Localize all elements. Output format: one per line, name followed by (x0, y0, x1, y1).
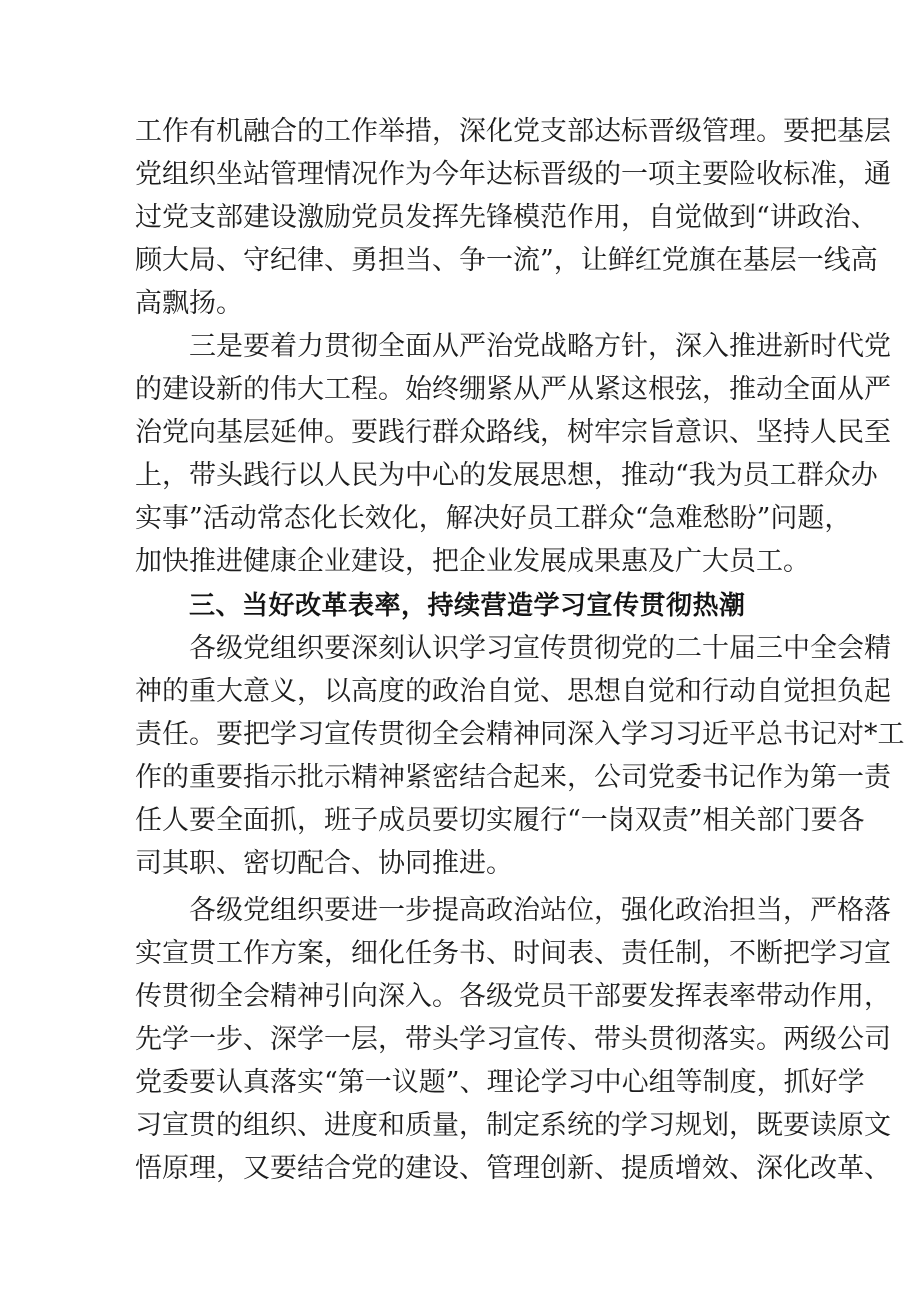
para4-line-1: 各级党组织要进一步提高政治站位，强化政治担当，严格落 (189, 895, 891, 926)
para2-line-3: 治党向基层延伸。要践行群众路线，树牢宗旨意识、坚持人民至 (135, 417, 891, 448)
para4-line-5: 党委要认真落实“第一议题”、理论学习中心组等制度，抓好学 (135, 1067, 865, 1098)
para4-line-2: 实宣贯工作方案，细化任务书、时间表、责任制，不断把学习宣 (135, 938, 891, 969)
para1-line-4: 顾大局、守纪律、勇担当、争一流”，让鲜红党旗在基层一线高 (135, 245, 878, 276)
para3-line-1: 各级党组织要深刻认识学习宣传贯彻党的二十届三中全会精 (189, 633, 891, 664)
para3-line-3: 责任。要把学习宣传贯彻全会精神同深入学习习近平总书记对*工 (135, 719, 905, 750)
para2-line-1: 三是要着力贯彻全面从严治党战略方针，深入推进新时代党 (189, 331, 891, 362)
para3-line-2: 神的重大意义，以高度的政治自觉、思想自觉和行动自觉担负起 (135, 676, 891, 707)
para2-line-6: 加快推进健康企业建设，把企业发展成果惠及广大员工。 (135, 546, 810, 577)
para1-line-3: 过党支部建设激励党员发挥先锋模范作用，自觉做到“讲政治、 (135, 202, 878, 233)
para3-line-4: 作的重要指示批示精神紧密结合起来，公司党委书记作为第一责 (135, 762, 891, 793)
para1-line-1: 工作有机融合的工作举措，深化党支部达标晋级管理。要把基层 (135, 116, 891, 147)
para4-line-7: 悟原理，又要结合党的建设、管理创新、提质增效、深化改革、 (135, 1153, 891, 1184)
para4-line-4: 先学一步、深学一层，带头学习宣传、带头贯彻落实。两级公司 (135, 1024, 891, 1055)
para2-line-5: 实事”活动常态化长效化，解决好员工群众“急难愁盼”问题， (135, 503, 852, 534)
para3-line-6: 司其职、密切配合、协同推进。 (135, 848, 513, 879)
para1-line-2: 党组织坐站管理情况作为今年达标晋级的一项主要险收标准，通 (135, 159, 891, 190)
para1-line-5: 高飘扬。 (135, 288, 243, 319)
para2-line-2: 的建设新的伟大工程。始终绷紧从严从紧这根弦，推动全面从严 (135, 374, 891, 405)
section-heading: 三、当好改革表率，持续营造学习宣传贯彻热潮 (189, 591, 746, 621)
para4-line-3: 传贯彻全会精神引向深入。各级党员干部要发挥表率带动作用， (135, 981, 891, 1012)
para4-line-6: 习宣贯的组织、进度和质量，制定系统的学习规划，既要读原文 (135, 1110, 891, 1141)
para2-line-4: 上，带头践行以人民为中心的发展思想，推动“我为员工群众办 (135, 460, 878, 491)
para3-line-5: 任人要全面抓，班子成员要切实履行“一岗双责”相关部门要各 (135, 805, 865, 836)
